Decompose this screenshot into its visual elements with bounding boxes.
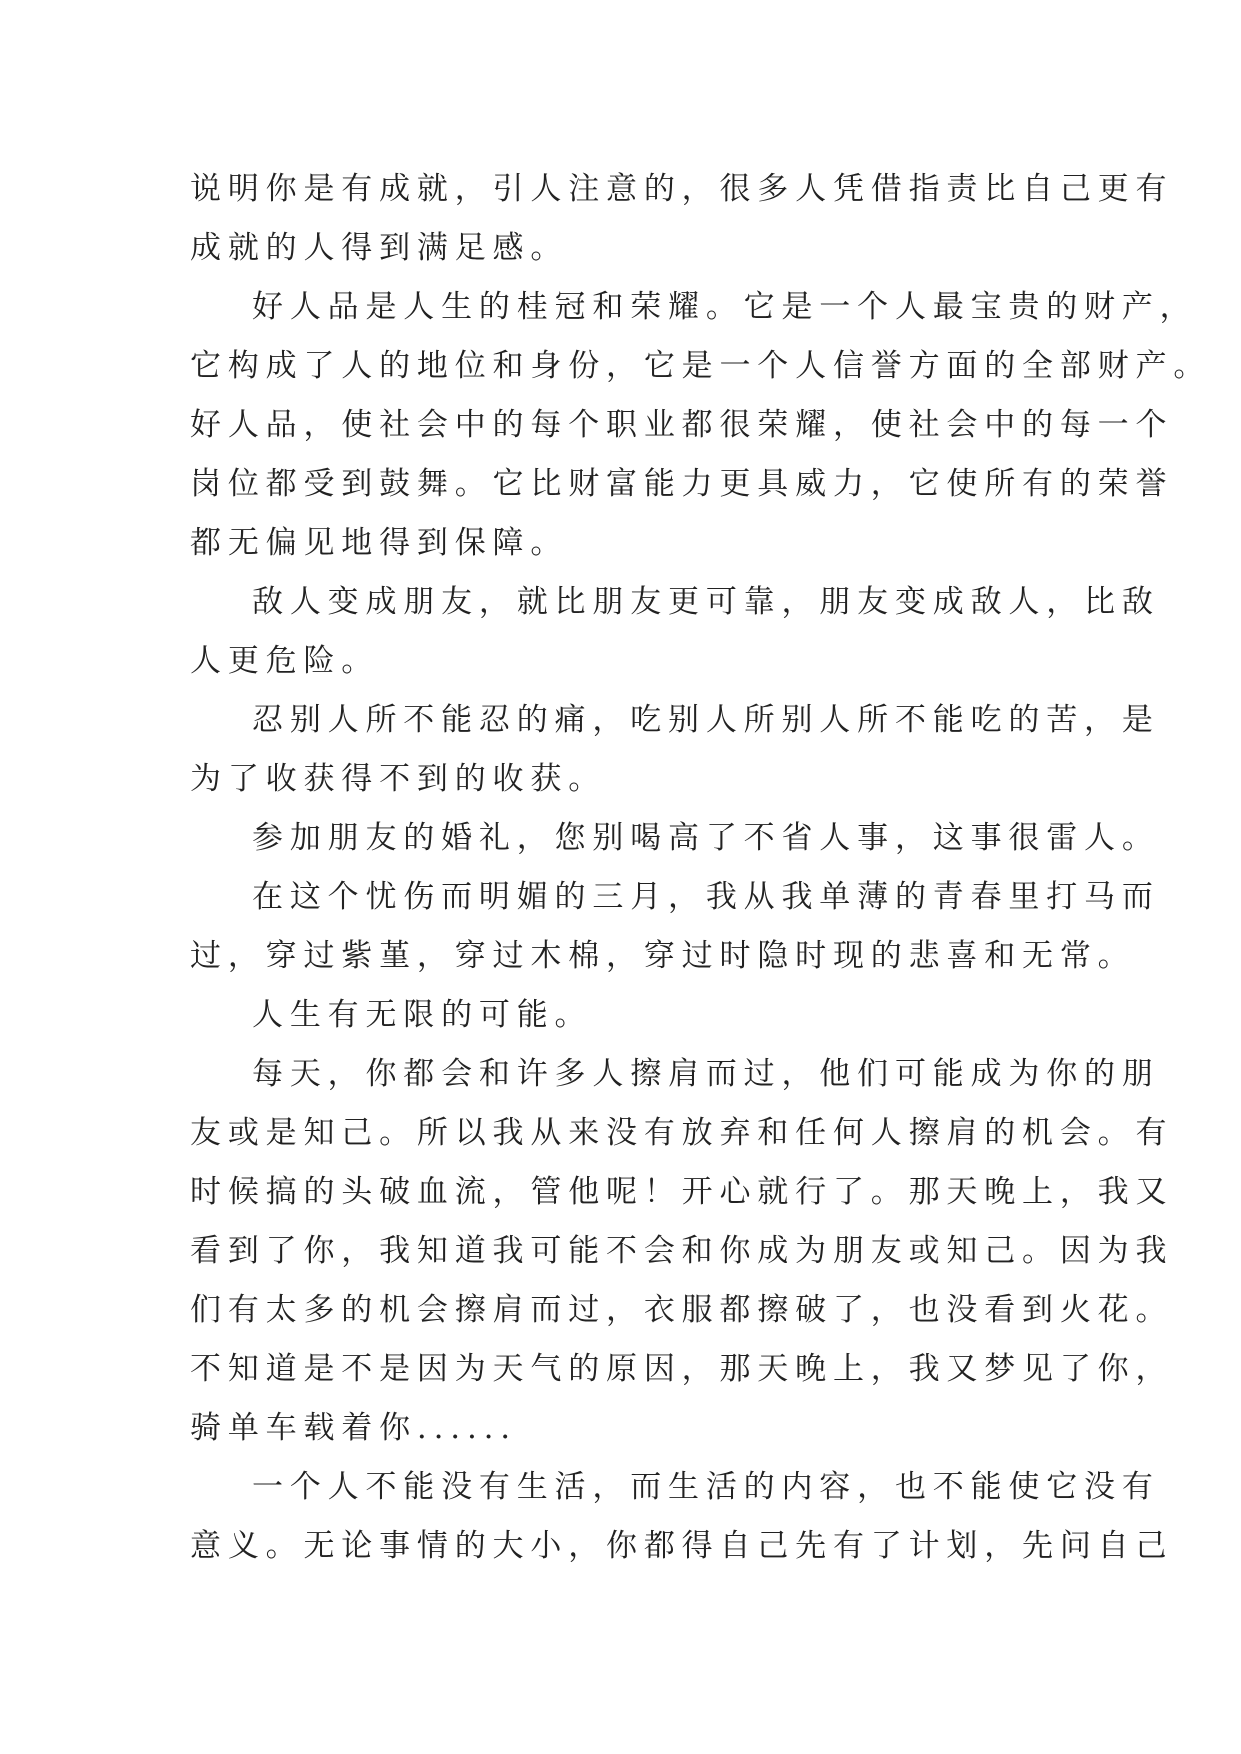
text-line: 好人品是人生的桂冠和荣耀。它是一个人最宝贵的财产， xyxy=(252,289,1198,325)
text-line: 成就的人得到满足感。 xyxy=(190,230,569,266)
text-line: 为了收获得不到的收获。 xyxy=(190,761,607,797)
text-line: 人更危险。 xyxy=(190,643,380,679)
text-line: 每天，你都会和许多人擦肩而过，他们可能成为你的朋 xyxy=(252,1056,1160,1092)
document-body xyxy=(190,160,1212,1576)
text-line: 一个人不能没有生活，而生活的内容，也不能使它没有 xyxy=(252,1469,1160,1505)
text-line: 时候搞的头破血流，管他呢！开心就行了。那天晚上，我又 xyxy=(190,1174,1174,1210)
text-line: 岗位都受到鼓舞。它比财富能力更具威力，它使所有的荣誉 xyxy=(190,466,1174,502)
text-line: 都无偏见地得到保障。 xyxy=(190,525,569,561)
text-line: 说明你是有成就，引人注意的，很多人凭借指责比自己更有 xyxy=(190,171,1174,207)
text-line: 们有太多的机会擦肩而过，衣服都擦破了，也没看到火花。 xyxy=(190,1292,1174,1328)
text-line: 友或是知己。所以我从来没有放弃和任何人擦肩的机会。有 xyxy=(190,1115,1174,1151)
text-line: 好人品，使社会中的每个职业都很荣耀，使社会中的每一个 xyxy=(190,407,1174,443)
text-line: 忍别人所不能忍的痛，吃别人所别人所不能吃的苦，是 xyxy=(252,702,1160,738)
text-line: 敌人变成朋友，就比朋友更可靠，朋友变成敌人，比敌 xyxy=(252,584,1160,620)
text-line: 看到了你，我知道我可能不会和你成为朋友或知己。因为我 xyxy=(190,1233,1174,1269)
text-line: 意义。无论事情的大小，你都得自己先有了计划，先问自己 xyxy=(190,1528,1174,1564)
text-line: 过，穿过紫堇，穿过木棉，穿过时隐时现的悲喜和无常。 xyxy=(190,938,1136,974)
text-line: 骑单车载着你...... xyxy=(190,1410,517,1446)
text-line: 它构成了人的地位和身份，它是一个人信誉方面的全部财产。 xyxy=(190,348,1212,384)
text-line: 不知道是不是因为天气的原因，那天晚上，我又梦见了你， xyxy=(190,1351,1174,1387)
text-line: 人生有无限的可能。 xyxy=(252,997,593,1033)
text-line: 参加朋友的婚礼，您别喝高了不省人事，这事很雷人。 xyxy=(252,820,1160,856)
text-line: 在这个忧伤而明媚的三月，我从我单薄的青春里打马而 xyxy=(252,879,1160,915)
